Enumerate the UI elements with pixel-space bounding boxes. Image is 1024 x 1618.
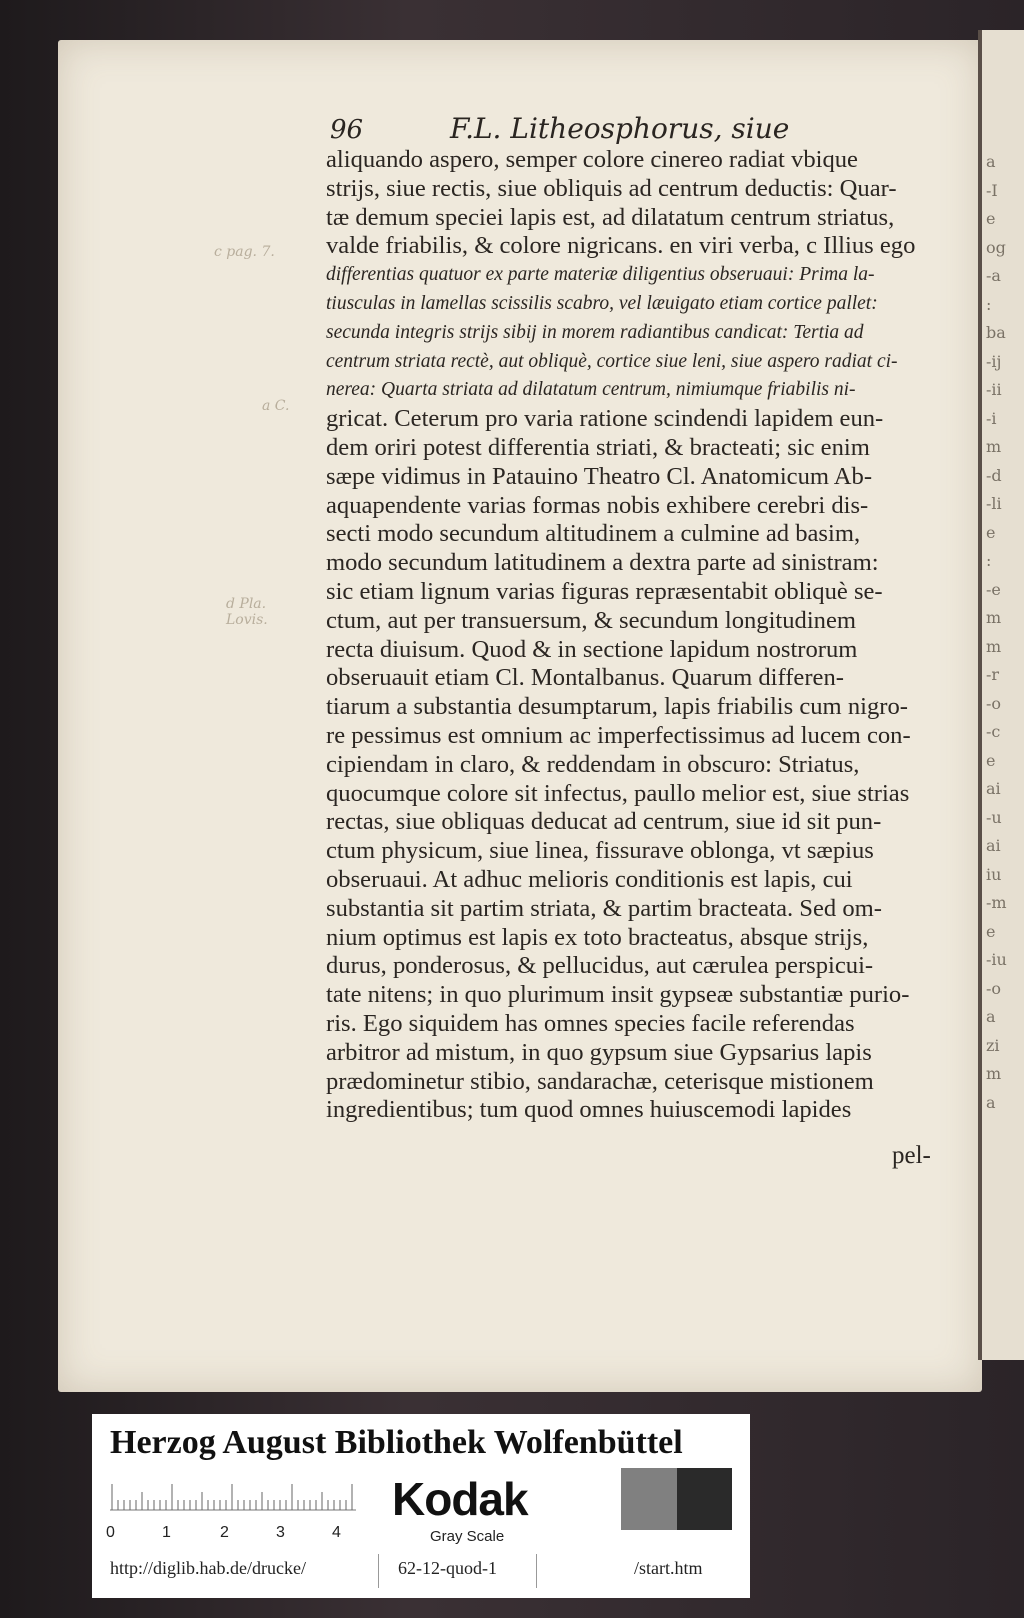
text-line: cipiendam in claro, & reddendam in obscuro: Striatus, [326, 750, 860, 778]
text-line: nerea: Quarta striata ad dilatatum centrum, nimiumque friabilis ni- [326, 379, 856, 401]
text-line: dem oriri potest differentia striati, & bracteati; sic enim [326, 433, 870, 461]
ruler-number: 2 [220, 1524, 229, 1541]
url-part: /start.htm [634, 1558, 703, 1578]
url-part: http://diglib.hab.de/drucke/ [110, 1558, 306, 1578]
page-number: 96 [330, 115, 364, 145]
body-text [326, 146, 966, 1125]
adjacent-page-fragment: -a [986, 266, 1001, 285]
text-line: ingredientibus; tum quod omnes huiuscemodi lapides [326, 1096, 852, 1124]
text-line: nium optimus est lapis ex toto bracteatus, absque strijs, [326, 923, 869, 951]
adjacent-page-fragment: -m [986, 893, 1007, 912]
adjacent-page-fragment: -d [986, 465, 1002, 485]
text-line: sic etiam lignum varias figuras repræsentabit obliquè se- [326, 577, 883, 605]
text-line: aliquando aspero, semper colore cinereo radiat vbique [326, 146, 858, 173]
text-line: ctum physicum, siue linea, fissurave oblonga, vt sæpius [326, 837, 874, 865]
adjacent-page-fragment: -r [986, 665, 1000, 684]
catchword: pel- [892, 1142, 931, 1169]
adjacent-page-fragment: -iu [986, 950, 1007, 969]
adjacent-page-fragment: m [986, 1064, 1002, 1083]
gray-scale-swatches [566, 1468, 732, 1530]
text-line: tate nitens; in quo plurimum insit gypseæ substantiæ purio- [326, 981, 910, 1009]
adjacent-page-fragment: : [986, 551, 992, 570]
adjacent-page-fragment: e [986, 522, 996, 542]
text-line: prædominetur stibio, sandarachæ, ceterisque mistionem [326, 1067, 874, 1095]
adjacent-page-fragment: : [986, 294, 992, 314]
text-line: arbitror ad mistum, in quo gypsum siue Gypsarius lapis [326, 1038, 872, 1066]
adjacent-page-fragment: -o [986, 693, 1002, 713]
text-line: aquapendente varias formas nobis exhibere cerebri dis- [326, 491, 869, 519]
kodak-logo: Kodak [392, 1473, 528, 1525]
adjacent-page-fragment: a [986, 152, 996, 171]
adjacent-page-fragment: e [986, 921, 996, 941]
adjacent-page-fragment: zi [986, 1035, 1000, 1055]
ruler-number: 4 [332, 1524, 341, 1541]
adjacent-page-fragment: a [986, 1007, 996, 1026]
adjacent-page-fragment: -I [986, 180, 998, 200]
margin-note: d Pla. Lovis. [226, 596, 268, 628]
measurement-ruler [110, 1480, 356, 1518]
ruler-number: 0 [106, 1524, 115, 1541]
adjacent-page-fragment: -e [986, 579, 1001, 599]
gray-swatch [566, 1468, 621, 1530]
adjacent-page-fragment: -u [986, 807, 1002, 827]
library-name: Herzog August Bibliothek Wolfenbüttel [110, 1424, 683, 1461]
text-line: ctum, aut per transuersum, & secundum longitudinem [326, 606, 857, 634]
text-line: gricat. Ceterum pro varia ratione scindendi lapidem eun- [326, 405, 884, 433]
text-line: centrum striata rectè, aut obliquè, cortice siue leni, siue aspero radiat ci- [326, 350, 898, 372]
text-line: re pessimus est omnium ac imperfectissimus ad lucem con- [326, 721, 911, 749]
url-divider [378, 1554, 379, 1588]
adjacent-page-fragment: -o [986, 978, 1002, 998]
adjacent-page-fragment: og [986, 237, 1006, 257]
running-title: F.L. Litheosphorus, siue [450, 112, 790, 145]
margin-note: c pag. 7. [214, 244, 275, 260]
text-line: tiarum a substantia desumptarum, lapis friabilis cum nigro- [326, 693, 908, 721]
adjacent-page-fragment: -ii [986, 380, 1002, 399]
url-divider [536, 1554, 537, 1588]
text-line: tæ demum speciei lapis est, ad dilatatum centrum striatus, [326, 203, 895, 231]
page-header [330, 112, 810, 150]
grayscale-label: Gray Scale [430, 1528, 505, 1545]
adjacent-page-fragment: e [986, 209, 996, 228]
adjacent-page-fragment: -i [986, 408, 997, 428]
adjacent-page-strip [982, 30, 1024, 1360]
adjacent-page-fragment: ai [986, 779, 1001, 798]
gray-swatch [621, 1468, 676, 1530]
margin-note: a C. [262, 398, 290, 414]
text-line: tiusculas in lamellas scissilis scabro, vel læuigato etiam cortice pallet: [326, 292, 878, 314]
text-line: rectas, siue obliquas deducat ad centrum, siue id sit pun- [326, 808, 882, 836]
adjacent-page-fragment: ai [986, 836, 1001, 855]
text-line: sæpe vidimus in Patauino Theatro Cl. Anatomicum Ab- [326, 462, 873, 490]
gray-swatch [677, 1468, 732, 1530]
adjacent-page-fragment: -ij [986, 351, 1002, 371]
adjacent-page-fragment: -c [986, 722, 1001, 741]
adjacent-page-fragment: a [986, 1092, 996, 1112]
ruler-number: 3 [276, 1524, 285, 1541]
adjacent-page-fragment: -li [986, 494, 1002, 513]
adjacent-page-fragment: ba [986, 323, 1006, 342]
adjacent-page-fragment: iu [986, 864, 1002, 884]
text-line: secti modo secundum altitudinem a culmine ad basim, [326, 520, 861, 548]
text-line: secunda integris strijs sibij in morem radiantibus candicat: Tertia ad [326, 321, 864, 343]
text-line: valde friabilis, & colore nigricans. en viri verba, c Illius ego [326, 232, 916, 260]
url-bar [110, 1554, 732, 1584]
adjacent-page-fragment: m [986, 608, 1002, 627]
text-line: durus, ponderosus, & pellucidus, aut cærulea perspicui- [326, 952, 874, 980]
text-line: ris. Ego siquidem has omnes species facile referendas [326, 1009, 855, 1037]
adjacent-page-fragment: m [986, 636, 1002, 656]
text-line: obseruaui. At adhuc melioris conditionis est lapis, cui [326, 865, 853, 893]
library-label-card [92, 1414, 750, 1598]
text-line: strijs, siue rectis, siue obliquis ad centrum deductis: Quar- [326, 174, 897, 202]
text-line: substantia sit partim striata, & partim bracteata. Sed om- [326, 894, 882, 922]
adjacent-page-fragment: m [986, 437, 1002, 456]
text-line: quocumque colore sit infectus, paullo melior est, siue strias [326, 779, 910, 807]
text-line: obseruauit etiam Cl. Montalbanus. Quarum differen- [326, 664, 844, 692]
text-line: modo secundum latitudinem a dextra parte ad sinistram: [326, 549, 879, 577]
url-part: 62-12-quod-1 [398, 1558, 497, 1578]
adjacent-page-fragment: e [986, 750, 996, 770]
ruler-number: 1 [162, 1524, 171, 1541]
text-line: recta diuisum. Quod & in sectione lapidum nostrorum [326, 635, 858, 663]
text-line: differentias quatuor ex parte materiæ diligentius obseruaui: Prima la- [326, 264, 875, 286]
